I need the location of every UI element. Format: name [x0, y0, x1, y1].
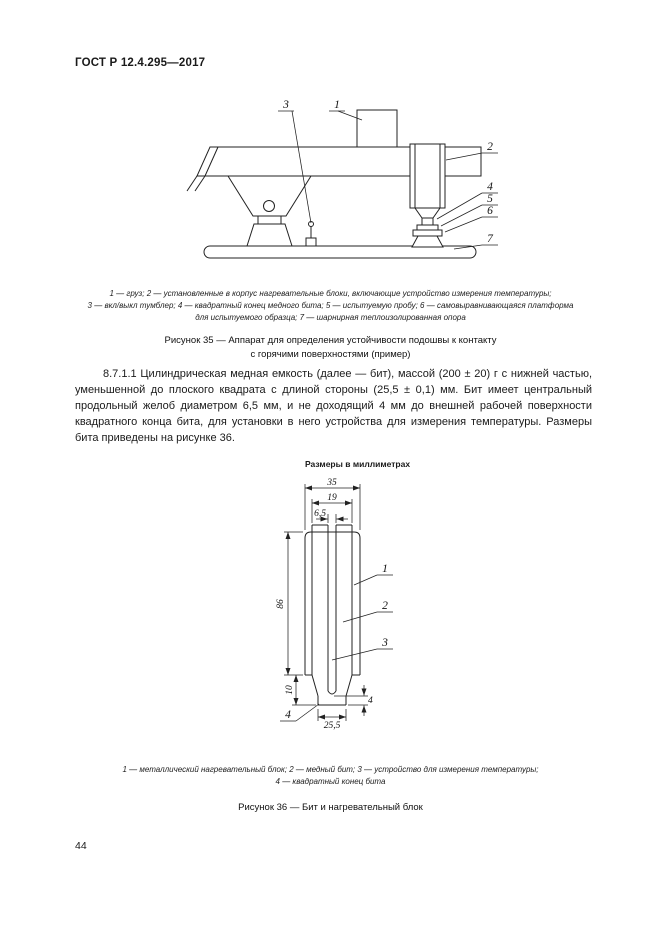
figure-36-legend-line-1: 1 — металлический нагревательный блок; 2 — медный бит; 3 — устройство для измерения температуры; — [122, 765, 539, 774]
callout-6-leader — [445, 217, 482, 232]
base-plate — [204, 246, 476, 258]
callout-6: 6 — [487, 205, 493, 217]
toggle-switch — [306, 222, 316, 247]
dim-text-19: 19 — [327, 493, 337, 503]
callout-5-leader — [441, 205, 482, 226]
funnel-neck — [258, 216, 281, 224]
paragraph-8-7-1-1: 8.7.1.1 Цилиндрическая медная емкость (далее — бит), массой (200 ± 20) г с нижней частью, уменьшенной до плоского квадрата с длиной стороны (25,5 ± 0,1) мм. Бит имеет центральный продольный желоб диаметром 6,5 мм, и не доходящий 4 мм до внешней рабочей поверхности квадратного конца бита, для установки в него устройства для измерения температуры. Размеры бита приведены на рисунке 36. — [75, 368, 592, 444]
bit-chamfer — [346, 675, 352, 696]
funnel-assembly — [228, 176, 311, 246]
callout-2: 2 — [487, 141, 493, 153]
callout-4: 4 — [487, 181, 493, 193]
copper-bit-end — [422, 218, 433, 225]
bit-chamfer — [312, 675, 318, 696]
beam-arm-line — [187, 176, 197, 191]
figure-35-legend — [0, 288, 661, 324]
callout-4-leader — [296, 704, 319, 721]
figure-36-drawing — [268, 470, 408, 740]
figure-35-caption-line-1: Рисунок 35 — Аппарат для определения устойчивости подошвы к контакту — [164, 335, 497, 346]
callout-3: 3 — [382, 637, 388, 649]
bit-and-block-outline — [305, 525, 360, 705]
dim-text-10: 10 — [285, 685, 295, 695]
figure-35-legend-line-3: для испытуемого образца; 7 — шарнирная теплоизолированная опора — [195, 313, 466, 322]
callout-4: 4 — [285, 709, 291, 721]
figure-35-legend-line-1: 1 — груз; 2 — установленные в корпус нагревательные блоки, включающие устройство измерения температуры; — [109, 289, 552, 298]
dim-text-86: 86 — [276, 599, 286, 609]
leveling-platform — [413, 230, 442, 236]
hinged-support — [412, 236, 443, 247]
apparatus-body — [187, 110, 481, 258]
figure-36-legend — [0, 764, 661, 788]
document-header-title: ГОСТ Р 12.4.295—2017 — [75, 57, 206, 69]
figure-36-caption: Рисунок 36 — Бит и нагревательный блок — [238, 802, 423, 813]
figure-35-caption-line-2: с горячими поверхностями (пример) — [250, 349, 411, 360]
callout-3: 3 — [283, 99, 289, 111]
dim-text-35: 35 — [327, 478, 337, 488]
callout-1-leader — [354, 575, 377, 585]
toggle-base — [306, 238, 316, 246]
beam-arm-line — [195, 176, 205, 191]
weight-box — [357, 110, 397, 147]
callout-3-leader — [332, 649, 377, 660]
dim-text-4: 4 — [368, 696, 373, 706]
figure-35-drawing — [170, 92, 510, 272]
figure-35-caption — [0, 334, 661, 362]
callout-7: 7 — [487, 233, 493, 245]
test-sample — [417, 225, 438, 230]
callout-1: 1 — [382, 563, 388, 575]
heating-cylinder-assembly — [410, 144, 445, 247]
figure-36-legend-line-2: 4 — квадратный конец бита — [275, 777, 386, 786]
dimensions-units-label: Размеры в миллиметрах — [305, 459, 411, 469]
funnel-foot — [247, 224, 292, 246]
page-number: 44 — [75, 840, 87, 852]
bit-taper — [415, 208, 440, 218]
dim-text-25-5: 25,5 — [323, 721, 341, 731]
dim-text-6-5: 6,5 — [314, 509, 326, 519]
callout-1: 1 — [334, 99, 340, 111]
figure-36-dimensions — [276, 478, 373, 731]
callout-5: 5 — [487, 193, 493, 205]
figure-35-legend-line-2: 3 — вкл/выкл тумблер; 4 — квадратный конец медного бита; 5 — испытуемую пробу; 6 — самовыравнивающаяся платформа — [87, 301, 574, 310]
temperature-channel-bottom — [328, 691, 336, 694]
funnel-knob — [264, 201, 275, 212]
callout-2: 2 — [382, 600, 388, 612]
